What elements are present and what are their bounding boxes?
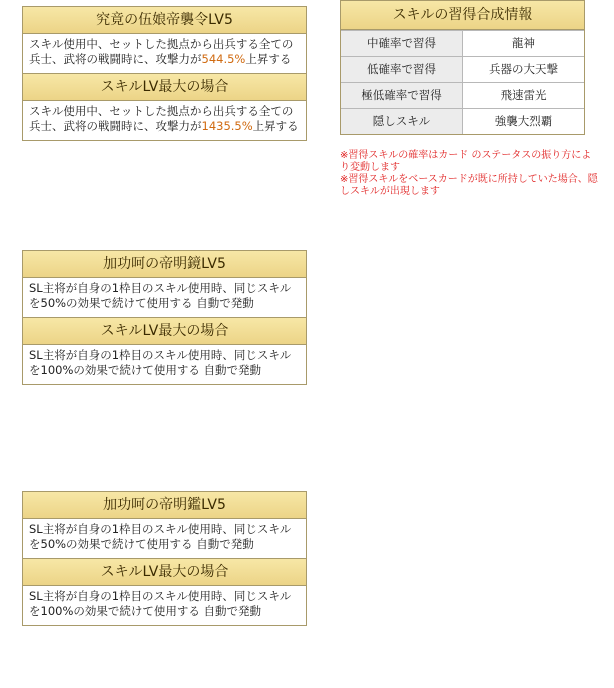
skill-max-description: SL主将が自身の1枠目のスキル使用時、同じスキルを100%の効果で続けて使用する 自動で発動 <box>29 589 292 618</box>
row-label: 極低確率で習得 <box>341 83 463 108</box>
row-value: 龍神 <box>463 31 584 56</box>
skill-max-description-text: スキル使用中、セットした拠点から出兵する全ての兵士、武将の戦闘時に、攻撃力が <box>29 104 294 133</box>
skill-card-1 <box>22 6 307 141</box>
table-row <box>341 82 584 108</box>
skill-title: 加功呵の帝明鏡LV5 <box>23 251 306 278</box>
skill-description: SL主将が自身の1枠目のスキル使用時、同じスキルを50%の効果で続けて使用する 自動で発動 <box>29 522 292 551</box>
skill-max-title: スキルLV最大の場合 <box>23 317 306 345</box>
row-value: 飛速雷光 <box>463 83 584 108</box>
skill-max-title: スキルLV最大の場合 <box>23 558 306 586</box>
skill-card-2 <box>22 250 307 385</box>
skill-description-text: スキル使用中、セットした拠点から出兵する全ての兵士、武将の戦闘時に、攻撃力が <box>29 37 294 66</box>
skill-max-description: SL主将が自身の1枠目のスキル使用時、同じスキルを100%の効果で続けて使用する 自動で発動 <box>29 348 292 377</box>
skill-description <box>23 34 306 73</box>
skill-card-3 <box>22 491 307 626</box>
note-line: ※習得スキルの確率はカード のステータスの振り方により変動します <box>340 150 592 173</box>
synthesis-info-table <box>340 0 585 135</box>
skill-max-description <box>23 101 306 140</box>
skill-title: 加功呵の帝明鑑LV5 <box>23 492 306 519</box>
table-row <box>341 108 584 134</box>
table-row <box>341 56 584 82</box>
row-value: 強襲大烈覇 <box>463 109 584 134</box>
skill-description-suffix: 上昇する <box>245 52 292 66</box>
row-value: 兵器の大天撃 <box>463 57 584 82</box>
skill-max-title: スキルLV最大の場合 <box>23 73 306 101</box>
synthesis-title: スキルの習得合成情報 <box>341 1 584 30</box>
skill-max-description-suffix: 上昇する <box>252 119 299 133</box>
row-label: 中確率で習得 <box>341 31 463 56</box>
note-line: ※習得スキルをベースカードが既に所持していた場合、隠しスキルが出現します <box>340 174 598 197</box>
skill-value: 544.5% <box>201 52 246 66</box>
synthesis-notes <box>340 150 600 198</box>
skill-description: SL主将が自身の1枠目のスキル使用時、同じスキルを50%の効果で続けて使用する 自動で発動 <box>29 281 292 310</box>
row-label: 低確率で習得 <box>341 57 463 82</box>
row-label: 隠しスキル <box>341 109 463 134</box>
skill-title: 究竟の伍娘帝襲令LV5 <box>23 7 306 34</box>
table-row <box>341 30 584 56</box>
skill-max-value: 1435.5% <box>201 119 253 133</box>
